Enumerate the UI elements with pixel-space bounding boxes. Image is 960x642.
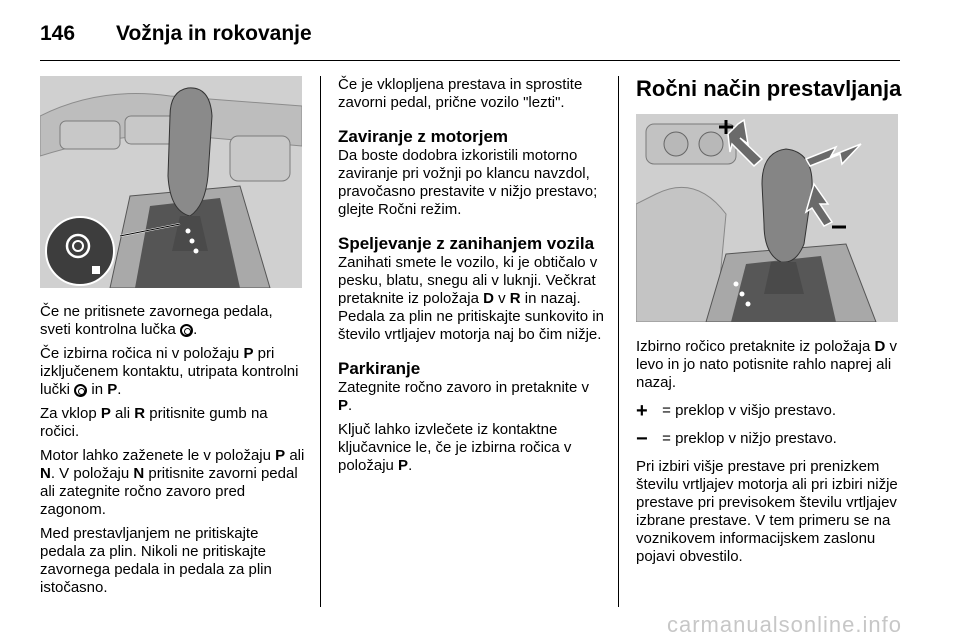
heading-rocking: Speljevanje z zanihanjem vozila xyxy=(338,234,595,253)
paragraph-manual-2: Pri izbiri višje prestave pri prenizkem številu vrtljajev motorja ali pri izbiri nižje prestave pri previsokem številu vrtljajev izbrane prestave. V tem primeru se na voznikovem informacijskem zaslonu pojavi obvestilo. xyxy=(636,458,898,565)
page-header xyxy=(40,22,312,46)
heading-engine-braking: Zaviranje z motorjem xyxy=(338,127,509,146)
paragraph-parking-1: Zategnite ročno zavoro in pretaknite v P. xyxy=(338,379,589,414)
watermark: carmanualsonline.info xyxy=(666,612,902,637)
paragraph-4: Motor lahko zaženete le v položaju P ali N. V položaju N pritisnite zavorni pedal ali zategnite ročno zavoro pred zagonom. xyxy=(40,447,305,518)
column-divider-1 xyxy=(320,76,321,607)
downshift-line: − = preklop v nižjo prestavo. xyxy=(636,428,837,450)
brake-warning-icon xyxy=(74,384,87,397)
paragraph-engine-braking: Da boste dodobra izkoristili motorno zaviranje pri vožnji po klancu navzdol, pravočasno prestavite v nižjo prestavo; glejte Ročni režim. xyxy=(338,147,598,218)
heading-parking: Parkiranje xyxy=(338,359,421,378)
paragraph-5: Med prestavljanjem ne pritiskajte pedala za plin. Nikoli ne pritiskajte zavornega pedala in pedala za plin istočasno. xyxy=(40,525,272,596)
upshift-line: + = preklop v višjo prestavo. xyxy=(636,400,837,422)
plus-icon: + xyxy=(636,400,648,422)
page-number: 146 xyxy=(40,22,76,45)
brake-warning-icon xyxy=(180,324,193,337)
header-rule xyxy=(40,60,900,61)
paragraph-2: Če izbirna ročica ni v položaju P pri izključenem kontaktu, utripata kontrolni lučki in P. xyxy=(40,345,299,398)
column-1 xyxy=(40,76,305,603)
paragraph-creep: Če je vklopljena prestava in sprostite zavorni pedal, prične vozilo "lezti". xyxy=(338,76,583,111)
column-divider-2 xyxy=(618,76,619,607)
minus-icon: − xyxy=(636,428,648,450)
manual-shift-illustration xyxy=(636,114,898,322)
paragraph-parking-2: Ključ lahko izvlečete iz kontaktne ključavnice le, če je izbirna ročica v položaju P. xyxy=(338,421,572,474)
heading-manual-mode: Ročni način prestavljanja xyxy=(636,76,902,101)
paragraph-rocking: Zanihati smete le vozilo, ki je obtičalo v pesku, blatu, snegu ali v luknji. Večkrat pretaknite iz položaja D v R in nazaj. Pedala za plin ne pritiskajte sunkovito in število vrtljajev motorja naj bo čim nižje. xyxy=(338,254,604,343)
column-2 xyxy=(338,76,606,481)
paragraph-3: Za vklop P ali R pritisnite gumb na ročici. xyxy=(40,405,268,440)
page-title: Vožnja in rokovanje xyxy=(116,22,312,45)
column-3 xyxy=(636,76,904,572)
paragraph-manual-1: Izbirno ročico pretaknite iz položaja D v levo in jo nato potisnite rahlo naprej ali nazaj. xyxy=(636,338,897,391)
manual-mode-figure xyxy=(636,114,898,322)
paragraph-1: Če ne pritisnete zavornega pedala, sveti kontrolna lučka . xyxy=(40,303,273,338)
gear-selector-figure xyxy=(40,76,302,288)
gear-selector-illustration xyxy=(40,76,302,288)
